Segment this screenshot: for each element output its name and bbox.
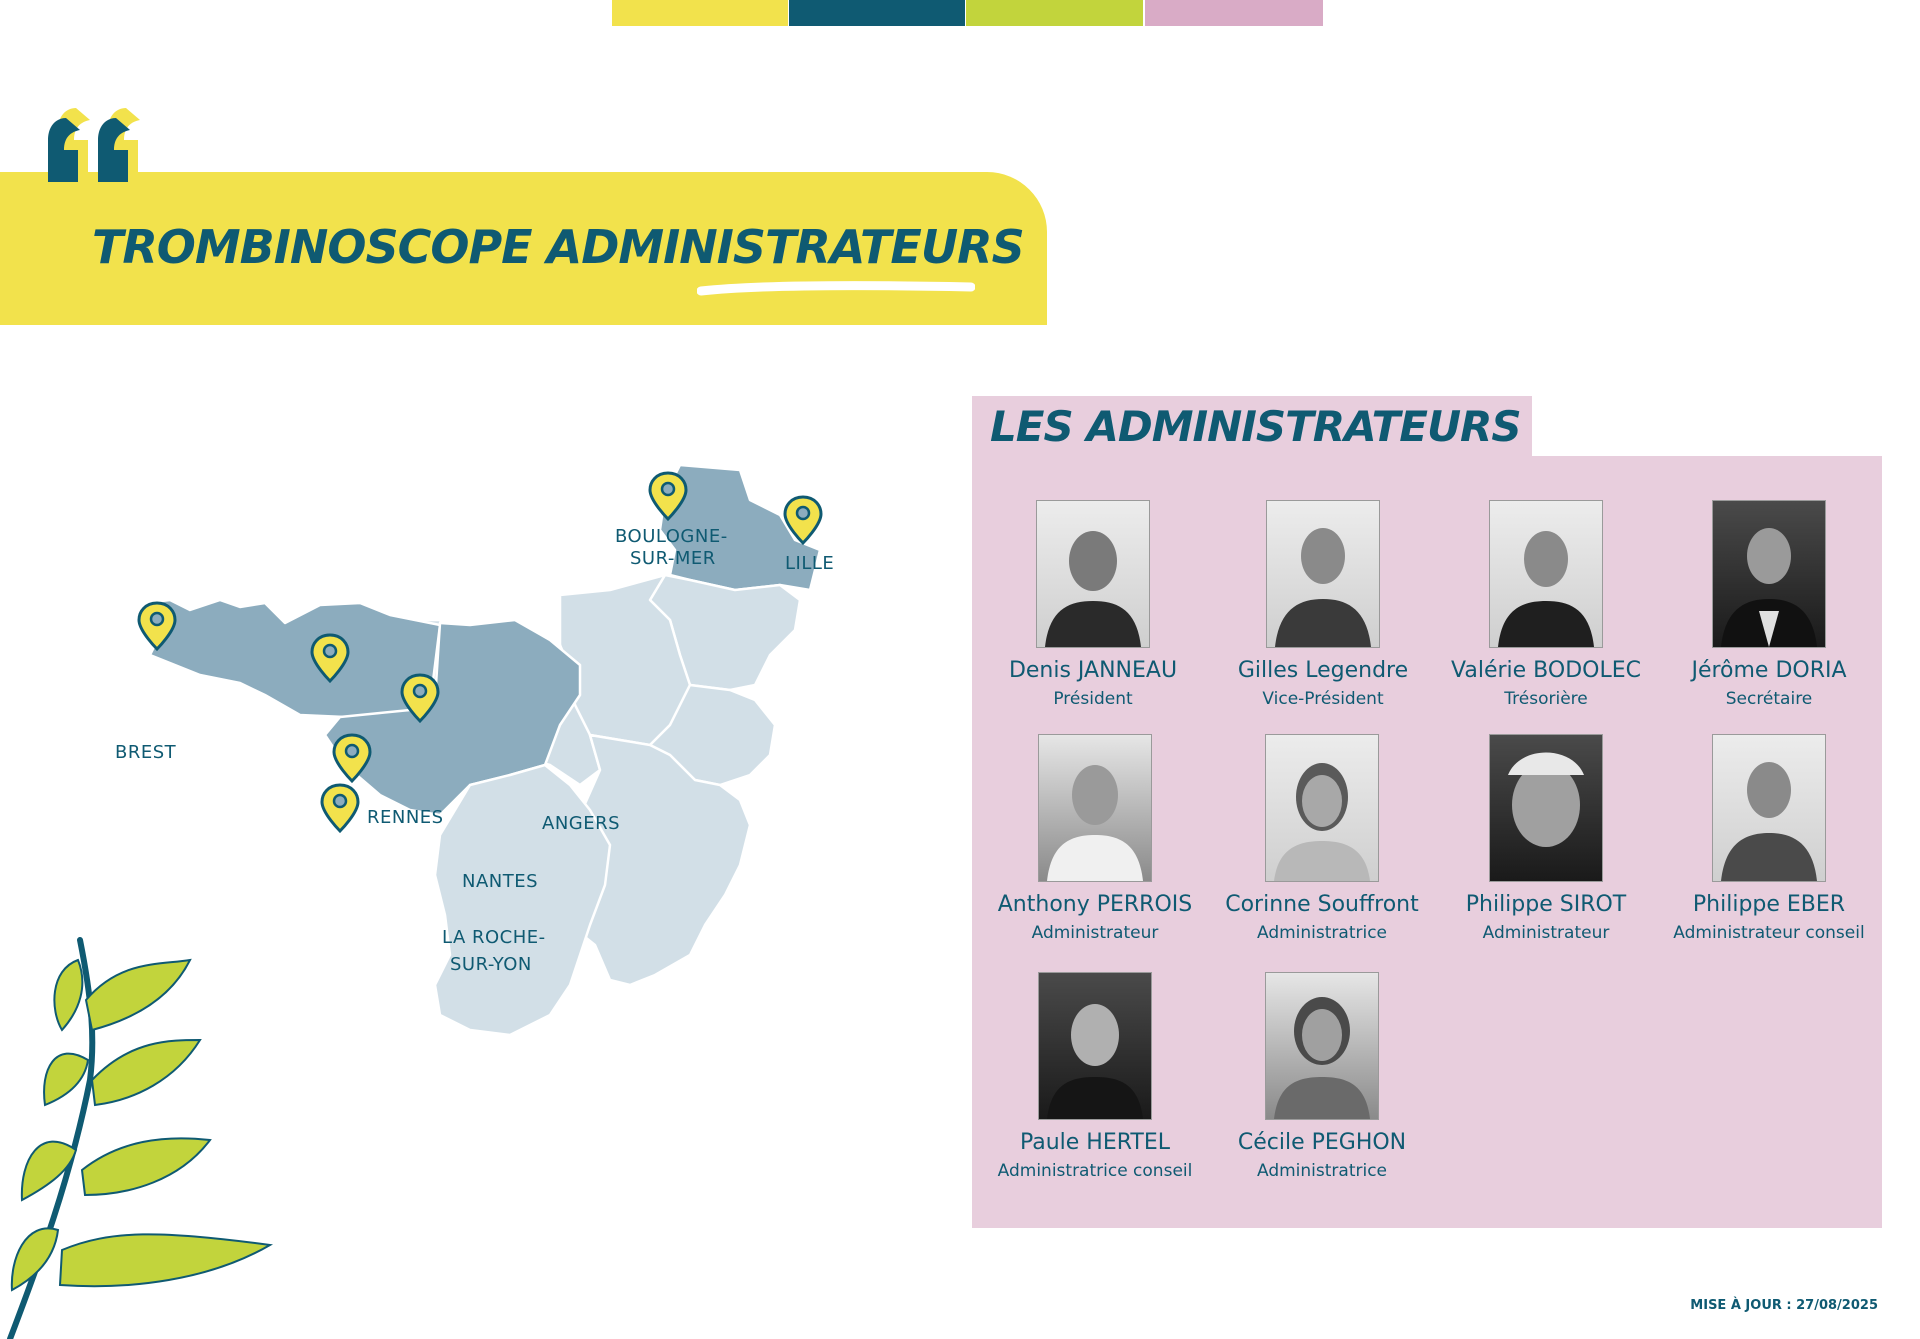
admin-photo	[1036, 500, 1150, 648]
admin-name: Denis JANNEAU	[1008, 658, 1178, 683]
admin-name: Paule HERTEL	[1019, 1130, 1171, 1155]
admin-card	[1426, 734, 1666, 943]
admin-name: Anthony PERROIS	[997, 892, 1193, 917]
quote-mark-icon	[44, 102, 156, 184]
admin-role: Administrateur	[1482, 923, 1610, 943]
admin-name: Corinne Souffront	[1225, 892, 1419, 917]
city-label-boulogne-line1: BOULOGNE-	[615, 526, 728, 547]
admin-photo	[1712, 734, 1826, 882]
city-label-brest: BREST	[115, 742, 177, 763]
region-brittany-highlight	[145, 600, 440, 725]
admin-photo	[1265, 734, 1379, 882]
admin-name: Cécile PEGHON	[1237, 1130, 1407, 1155]
admin-photo	[1712, 500, 1826, 648]
admin-role: Secrétaire	[1725, 689, 1813, 709]
admins-heading: LES ADMINISTRATEURS	[990, 402, 1521, 451]
admin-photo	[1266, 500, 1380, 648]
admin-role: Administratrice	[1256, 1161, 1387, 1181]
admin-role: Administratrice conseil	[997, 1161, 1193, 1181]
admin-card	[1426, 500, 1666, 709]
admin-card	[1649, 734, 1889, 943]
admin-role: Vice-Président	[1262, 689, 1384, 709]
top-bar-green	[966, 0, 1143, 26]
admin-photo	[1038, 972, 1152, 1120]
city-label-laroche-line2: SUR-YON	[450, 954, 532, 975]
city-label-nantes: NANTES	[462, 871, 539, 892]
leaf-decoration	[0, 930, 300, 1339]
admin-name: Jérôme DORIA	[1691, 658, 1847, 683]
admin-photo	[1265, 972, 1379, 1120]
city-label-boulogne-line2: SUR-MER	[630, 548, 716, 569]
admin-name: Valérie BODOLEC	[1451, 658, 1641, 683]
admin-card	[1649, 500, 1889, 709]
admin-photo	[1489, 734, 1603, 882]
title-underline	[697, 280, 975, 298]
admin-name: Gilles Legendre	[1237, 658, 1409, 683]
admin-photo	[1489, 500, 1603, 648]
admin-role: Trésorière	[1504, 689, 1588, 709]
update-date: MISE À JOUR : 27/08/2025	[1690, 1298, 1878, 1313]
admin-role: Administrateur	[1031, 923, 1159, 943]
admin-card	[975, 972, 1215, 1181]
top-bar-teal	[789, 0, 965, 26]
admin-card	[1203, 500, 1443, 709]
city-label-angers: ANGERS	[542, 813, 621, 834]
admin-name: Philippe EBER	[1692, 892, 1846, 917]
admin-card	[973, 500, 1213, 709]
admin-role: Administratrice	[1256, 923, 1387, 943]
map-pin-icon	[322, 785, 358, 831]
admin-card	[1202, 972, 1442, 1181]
admin-card	[975, 734, 1215, 943]
region-southwest-light	[435, 765, 610, 1035]
admin-role: Administrateur conseil	[1673, 923, 1865, 943]
page-title: TROMBINOSCOPE ADMINISTRATEURS	[92, 220, 1024, 274]
top-bar-yellow	[612, 0, 788, 26]
admin-card	[1202, 734, 1442, 943]
city-label-rennes: RENNES	[367, 807, 444, 828]
admin-photo	[1038, 734, 1152, 882]
city-label-lille: LILLE	[785, 553, 835, 574]
top-bar-pink	[1145, 0, 1323, 26]
admin-role: Président	[1053, 689, 1133, 709]
admin-name: Philippe SIROT	[1465, 892, 1627, 917]
city-label-laroche-line1: LA ROCHE-	[442, 927, 546, 948]
